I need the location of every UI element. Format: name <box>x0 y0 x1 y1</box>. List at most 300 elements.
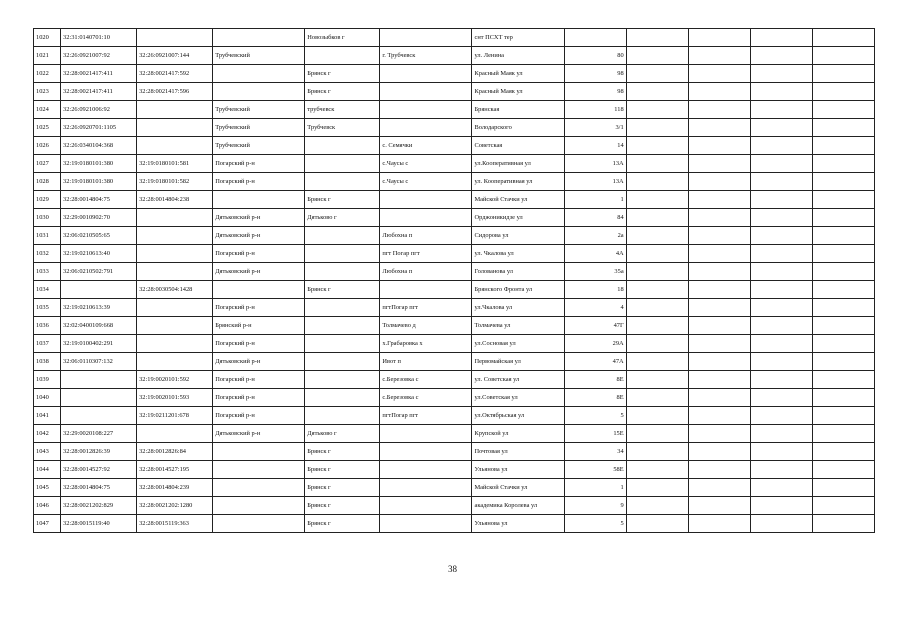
street-cell: Ульянова ул <box>472 461 564 479</box>
house-number-cell: 8Е <box>564 389 626 407</box>
empty-cell <box>750 335 812 353</box>
empty-cell <box>750 119 812 137</box>
empty-cell <box>626 515 688 533</box>
house-number-cell: 15Е <box>564 425 626 443</box>
cadastral-number-cell: 32:28:0021202:829 <box>61 497 137 515</box>
empty-cell <box>812 263 874 281</box>
house-number-cell: 4А <box>564 245 626 263</box>
house-number-cell: 14 <box>564 137 626 155</box>
empty-cell <box>688 371 750 389</box>
district-cell <box>213 461 305 479</box>
empty-cell <box>750 515 812 533</box>
table-row <box>34 317 875 335</box>
street-cell: Почтовая ул <box>472 443 564 461</box>
empty-cell <box>626 245 688 263</box>
empty-cell <box>626 425 688 443</box>
table-row <box>34 227 875 245</box>
empty-cell <box>812 479 874 497</box>
cadastral-number-cell <box>61 407 137 425</box>
premises-cadastral-cell: 32:19:0020101:592 <box>137 371 213 389</box>
house-number-cell: 8Е <box>564 371 626 389</box>
town-cell: Брянск г <box>305 65 380 83</box>
table-row <box>34 515 875 533</box>
empty-cell <box>626 173 688 191</box>
district-cell: Погарский р-н <box>213 299 305 317</box>
empty-cell <box>812 443 874 461</box>
district-cell <box>213 29 305 47</box>
town-cell: Новозыбков г <box>305 29 380 47</box>
empty-cell <box>812 137 874 155</box>
row-number-cell: 1044 <box>34 461 61 479</box>
premises-cadastral-cell: 32:28:0012826:84 <box>137 443 213 461</box>
street-cell: Красный Маяк ул <box>472 83 564 101</box>
row-number-cell: 1023 <box>34 83 61 101</box>
town-cell <box>305 137 380 155</box>
empty-cell <box>688 119 750 137</box>
cadastral-number-cell: 32:28:0014527:92 <box>61 461 137 479</box>
town-cell: Брянск г <box>305 443 380 461</box>
empty-cell <box>812 101 874 119</box>
table-row <box>34 425 875 443</box>
row-number-cell: 1040 <box>34 389 61 407</box>
empty-cell <box>626 371 688 389</box>
table-body <box>34 29 875 533</box>
empty-cell <box>750 155 812 173</box>
street-cell: Красный Маяк ул <box>472 65 564 83</box>
row-number-cell: 1047 <box>34 515 61 533</box>
cadastral-number-cell: 32:26:0921006:92 <box>61 101 137 119</box>
premises-cadastral-cell: 32:26:0921007:144 <box>137 47 213 65</box>
settlement-cell: пгтПогар пгт <box>380 407 472 425</box>
street-cell: Крупской ул <box>472 425 564 443</box>
settlement-cell <box>380 425 472 443</box>
district-cell: Трубчевский <box>213 119 305 137</box>
premises-cadastral-cell <box>137 353 213 371</box>
row-number-cell: 1032 <box>34 245 61 263</box>
empty-cell <box>750 245 812 263</box>
empty-cell <box>626 299 688 317</box>
town-cell <box>305 263 380 281</box>
cadastral-number-cell: 32:19:0210613:39 <box>61 299 137 317</box>
premises-cadastral-cell <box>137 299 213 317</box>
premises-cadastral-cell: 32:28:0014804:238 <box>137 191 213 209</box>
house-number-cell: 18 <box>564 281 626 299</box>
empty-cell <box>626 137 688 155</box>
empty-cell <box>812 191 874 209</box>
street-cell: Майской Стачки ул <box>472 479 564 497</box>
house-number-cell: 2а <box>564 227 626 245</box>
empty-cell <box>812 317 874 335</box>
house-number-cell: 98 <box>564 83 626 101</box>
empty-cell <box>812 119 874 137</box>
town-cell: Трубчевск <box>305 119 380 137</box>
settlement-cell: Любохна п <box>380 263 472 281</box>
empty-cell <box>626 461 688 479</box>
district-cell: Погарский р-н <box>213 371 305 389</box>
empty-cell <box>750 443 812 461</box>
settlement-cell <box>380 83 472 101</box>
settlement-cell: с.Чаусы с <box>380 155 472 173</box>
town-cell: Брянск г <box>305 479 380 497</box>
empty-cell <box>626 389 688 407</box>
cadastral-number-cell: 32:29:0020108:227 <box>61 425 137 443</box>
settlement-cell <box>380 209 472 227</box>
empty-cell <box>812 29 874 47</box>
district-cell <box>213 191 305 209</box>
settlement-cell <box>380 443 472 461</box>
empty-cell <box>626 353 688 371</box>
street-cell: Брянская <box>472 101 564 119</box>
empty-cell <box>750 101 812 119</box>
empty-cell <box>688 281 750 299</box>
row-number-cell: 1046 <box>34 497 61 515</box>
row-number-cell: 1030 <box>34 209 61 227</box>
empty-cell <box>812 65 874 83</box>
row-number-cell: 1029 <box>34 191 61 209</box>
row-number-cell: 1038 <box>34 353 61 371</box>
table-row <box>34 101 875 119</box>
premises-cadastral-cell <box>137 245 213 263</box>
premises-cadastral-cell: 32:19:0180101:582 <box>137 173 213 191</box>
empty-cell <box>626 407 688 425</box>
district-cell <box>213 479 305 497</box>
empty-cell <box>688 29 750 47</box>
row-number-cell: 1037 <box>34 335 61 353</box>
empty-cell <box>688 407 750 425</box>
town-cell: Брянск г <box>305 281 380 299</box>
empty-cell <box>688 461 750 479</box>
house-number-cell: 80 <box>564 47 626 65</box>
empty-cell <box>688 47 750 65</box>
town-cell <box>305 353 380 371</box>
table-row <box>34 137 875 155</box>
district-cell: Погарский р-н <box>213 389 305 407</box>
property-table <box>33 28 875 533</box>
district-cell: Дятьковский р-н <box>213 263 305 281</box>
row-number-cell: 1026 <box>34 137 61 155</box>
premises-cadastral-cell <box>137 227 213 245</box>
premises-cadastral-cell: 32:28:0021417:592 <box>137 65 213 83</box>
row-number-cell: 1041 <box>34 407 61 425</box>
town-cell <box>305 335 380 353</box>
settlement-cell: с.Березовка с <box>380 371 472 389</box>
empty-cell <box>626 101 688 119</box>
empty-cell <box>812 497 874 515</box>
row-number-cell: 1031 <box>34 227 61 245</box>
table-row <box>34 155 875 173</box>
empty-cell <box>812 335 874 353</box>
town-cell: Брянск г <box>305 191 380 209</box>
street-cell: ул.Кооперативная ул <box>472 155 564 173</box>
premises-cadastral-cell: 32:28:0021417:596 <box>137 83 213 101</box>
house-number-cell: 3/1 <box>564 119 626 137</box>
settlement-cell: с.Чаусы с <box>380 173 472 191</box>
district-cell: Дятьковский р-н <box>213 227 305 245</box>
house-number-cell: 9 <box>564 497 626 515</box>
empty-cell <box>688 227 750 245</box>
premises-cadastral-cell: 32:19:0211201:678 <box>137 407 213 425</box>
empty-cell <box>688 65 750 83</box>
cadastral-number-cell: 32:28:0021417:411 <box>61 65 137 83</box>
empty-cell <box>750 29 812 47</box>
settlement-cell <box>380 281 472 299</box>
document-sheet <box>33 28 875 533</box>
row-number-cell: 1027 <box>34 155 61 173</box>
empty-cell <box>812 47 874 65</box>
row-number-cell: 1035 <box>34 299 61 317</box>
street-cell: ул.Октябрьская ул <box>472 407 564 425</box>
town-cell: Брянск г <box>305 497 380 515</box>
house-number-cell: 47А <box>564 353 626 371</box>
empty-cell <box>626 47 688 65</box>
empty-cell <box>812 407 874 425</box>
empty-cell <box>688 263 750 281</box>
town-cell: Брянск г <box>305 515 380 533</box>
table-row <box>34 479 875 497</box>
empty-cell <box>750 83 812 101</box>
premises-cadastral-cell <box>137 425 213 443</box>
street-cell: снт ПСХТ тер <box>472 29 564 47</box>
empty-cell <box>688 299 750 317</box>
cadastral-number-cell: 32:28:0014804:75 <box>61 191 137 209</box>
settlement-cell <box>380 479 472 497</box>
row-number-cell: 1024 <box>34 101 61 119</box>
empty-cell <box>812 353 874 371</box>
premises-cadastral-cell <box>137 101 213 119</box>
empty-cell <box>626 263 688 281</box>
table-row <box>34 119 875 137</box>
district-cell: Погарский р-н <box>213 173 305 191</box>
table-row <box>34 389 875 407</box>
town-cell <box>305 227 380 245</box>
district-cell: Погарский р-н <box>213 407 305 425</box>
empty-cell <box>750 65 812 83</box>
empty-cell <box>626 497 688 515</box>
district-cell: Трубчевский <box>213 137 305 155</box>
premises-cadastral-cell <box>137 137 213 155</box>
premises-cadastral-cell: 32:19:0020101:593 <box>137 389 213 407</box>
cadastral-number-cell: 32:06:0110307:132 <box>61 353 137 371</box>
house-number-cell <box>564 29 626 47</box>
settlement-cell <box>380 191 472 209</box>
street-cell: Советская <box>472 137 564 155</box>
empty-cell <box>812 245 874 263</box>
table-row <box>34 65 875 83</box>
town-cell <box>305 245 380 263</box>
street-cell: Толмачева ул <box>472 317 564 335</box>
empty-cell <box>812 461 874 479</box>
town-cell: Брянск г <box>305 461 380 479</box>
district-cell: Трубчевский <box>213 101 305 119</box>
house-number-cell: 98 <box>564 65 626 83</box>
premises-cadastral-cell: 32:28:0014527:195 <box>137 461 213 479</box>
empty-cell <box>750 371 812 389</box>
house-number-cell: 5 <box>564 407 626 425</box>
district-cell <box>213 281 305 299</box>
empty-cell <box>688 83 750 101</box>
empty-cell <box>626 227 688 245</box>
table-row <box>34 443 875 461</box>
cadastral-number-cell <box>61 371 137 389</box>
empty-cell <box>688 425 750 443</box>
cadastral-number-cell: 32:19:0210613:40 <box>61 245 137 263</box>
empty-cell <box>750 209 812 227</box>
street-cell: Сидорова ул <box>472 227 564 245</box>
district-cell: Трубчевский <box>213 47 305 65</box>
empty-cell <box>688 245 750 263</box>
empty-cell <box>626 335 688 353</box>
empty-cell <box>812 371 874 389</box>
premises-cadastral-cell <box>137 317 213 335</box>
settlement-cell <box>380 29 472 47</box>
cadastral-number-cell <box>61 389 137 407</box>
house-number-cell: 1 <box>564 191 626 209</box>
cadastral-number-cell: 32:19:0100402:291 <box>61 335 137 353</box>
district-cell <box>213 443 305 461</box>
empty-cell <box>688 443 750 461</box>
street-cell: Первомайская ул <box>472 353 564 371</box>
town-cell <box>305 299 380 317</box>
row-number-cell: 1034 <box>34 281 61 299</box>
street-cell: ул. Советская ул <box>472 371 564 389</box>
table-row <box>34 29 875 47</box>
house-number-cell: 34 <box>564 443 626 461</box>
empty-cell <box>812 155 874 173</box>
premises-cadastral-cell <box>137 209 213 227</box>
settlement-cell: Любохна п <box>380 227 472 245</box>
empty-cell <box>750 173 812 191</box>
row-number-cell: 1025 <box>34 119 61 137</box>
empty-cell <box>688 353 750 371</box>
street-cell: Голованова ул <box>472 263 564 281</box>
empty-cell <box>750 299 812 317</box>
empty-cell <box>750 425 812 443</box>
cadastral-number-cell <box>61 281 137 299</box>
empty-cell <box>688 155 750 173</box>
row-number-cell: 1043 <box>34 443 61 461</box>
table-row <box>34 83 875 101</box>
town-cell <box>305 389 380 407</box>
row-number-cell: 1045 <box>34 479 61 497</box>
cadastral-number-cell: 32:02:0400109:668 <box>61 317 137 335</box>
empty-cell <box>688 173 750 191</box>
town-cell <box>305 317 380 335</box>
empty-cell <box>750 479 812 497</box>
empty-cell <box>812 209 874 227</box>
premises-cadastral-cell: 32:28:0030504:1428 <box>137 281 213 299</box>
table-row <box>34 47 875 65</box>
empty-cell <box>750 461 812 479</box>
settlement-cell <box>380 101 472 119</box>
cadastral-number-cell: 32:26:0921007:92 <box>61 47 137 65</box>
settlement-cell <box>380 515 472 533</box>
empty-cell <box>688 101 750 119</box>
town-cell <box>305 47 380 65</box>
empty-cell <box>812 281 874 299</box>
row-number-cell: 1020 <box>34 29 61 47</box>
table-row <box>34 335 875 353</box>
empty-cell <box>812 515 874 533</box>
empty-cell <box>750 227 812 245</box>
premises-cadastral-cell: 32:19:0180101:581 <box>137 155 213 173</box>
district-cell <box>213 65 305 83</box>
premises-cadastral-cell: 32:28:0014804:239 <box>137 479 213 497</box>
row-number-cell: 1022 <box>34 65 61 83</box>
district-cell <box>213 83 305 101</box>
empty-cell <box>626 209 688 227</box>
house-number-cell: 13А <box>564 155 626 173</box>
empty-cell <box>626 317 688 335</box>
settlement-cell <box>380 65 472 83</box>
district-cell: Погарский р-н <box>213 155 305 173</box>
empty-cell <box>812 83 874 101</box>
cadastral-number-cell: 32:28:0021417:411 <box>61 83 137 101</box>
town-cell <box>305 173 380 191</box>
settlement-cell: Толмачево д <box>380 317 472 335</box>
house-number-cell: 35а <box>564 263 626 281</box>
cadastral-number-cell: 32:19:0180101:380 <box>61 155 137 173</box>
table-row <box>34 191 875 209</box>
empty-cell <box>688 137 750 155</box>
empty-cell <box>750 47 812 65</box>
town-cell: трубчевск <box>305 101 380 119</box>
empty-cell <box>626 65 688 83</box>
street-cell: ул. Чкалова ул <box>472 245 564 263</box>
table-row <box>34 263 875 281</box>
settlement-cell: с.Березовка с <box>380 389 472 407</box>
house-number-cell: 84 <box>564 209 626 227</box>
empty-cell <box>750 389 812 407</box>
empty-cell <box>626 281 688 299</box>
district-cell: Дятьковский р-н <box>213 353 305 371</box>
table-row <box>34 497 875 515</box>
cadastral-number-cell: 32:31:0140701:10 <box>61 29 137 47</box>
empty-cell <box>688 497 750 515</box>
table-row <box>34 299 875 317</box>
cadastral-number-cell: 32:06:0210505:65 <box>61 227 137 245</box>
cadastral-number-cell: 32:26:0340104:368 <box>61 137 137 155</box>
premises-cadastral-cell <box>137 119 213 137</box>
house-number-cell: 5 <box>564 515 626 533</box>
town-cell: Дятьково г <box>305 209 380 227</box>
empty-cell <box>626 191 688 209</box>
row-number-cell: 1021 <box>34 47 61 65</box>
premises-cadastral-cell <box>137 335 213 353</box>
empty-cell <box>626 443 688 461</box>
settlement-cell <box>380 461 472 479</box>
empty-cell <box>626 155 688 173</box>
district-cell: Погарский р-н <box>213 335 305 353</box>
empty-cell <box>812 389 874 407</box>
premises-cadastral-cell: 32:28:0021202:1280 <box>137 497 213 515</box>
row-number-cell: 1039 <box>34 371 61 389</box>
house-number-cell: 1 <box>564 479 626 497</box>
empty-cell <box>812 425 874 443</box>
premises-cadastral-cell <box>137 263 213 281</box>
street-cell: Орджоникидзе ул <box>472 209 564 227</box>
empty-cell <box>812 173 874 191</box>
table-row <box>34 353 875 371</box>
district-cell <box>213 497 305 515</box>
street-cell: Брянского Фронта ул <box>472 281 564 299</box>
table-row <box>34 281 875 299</box>
street-cell: ул.Сосновая ул <box>472 335 564 353</box>
cadastral-number-cell: 32:28:0014804:75 <box>61 479 137 497</box>
table-row <box>34 371 875 389</box>
empty-cell <box>812 299 874 317</box>
empty-cell <box>750 137 812 155</box>
house-number-cell: 4 <box>564 299 626 317</box>
